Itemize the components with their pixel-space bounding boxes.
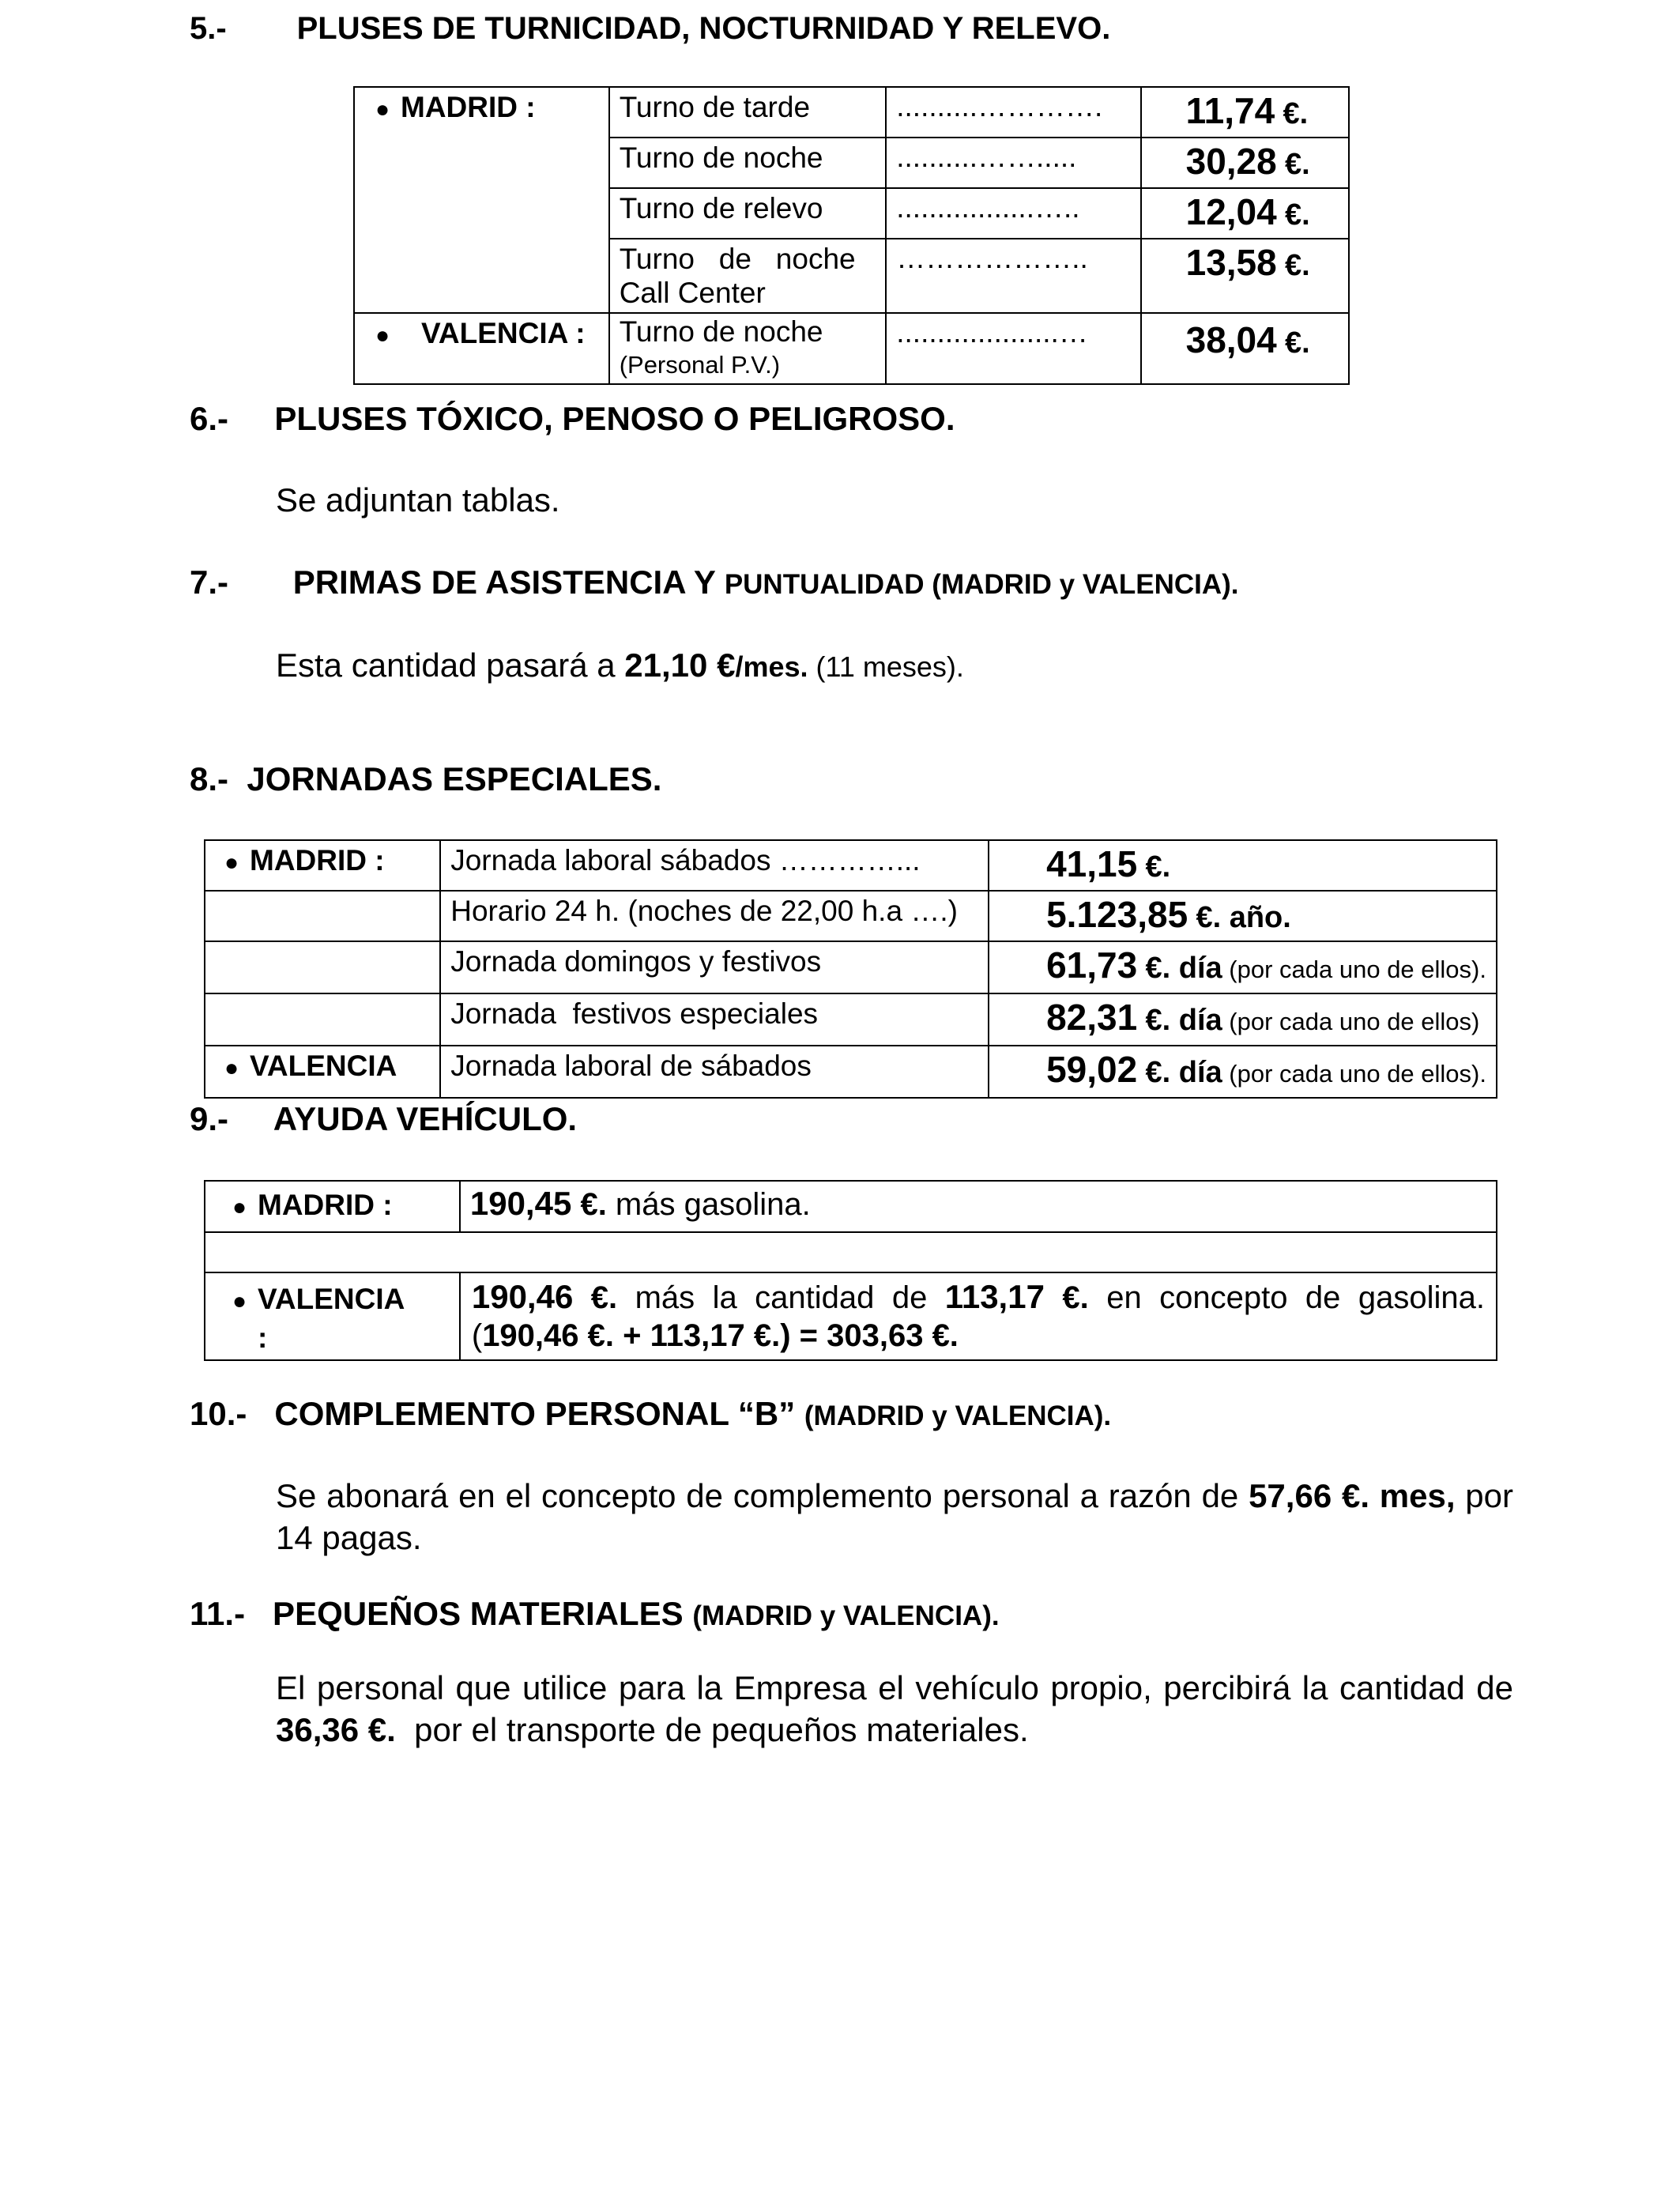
bullet-icon: ● bbox=[232, 1288, 247, 1314]
jornadas-table bbox=[204, 839, 1497, 1099]
turnicidad-table bbox=[353, 86, 1350, 385]
section-8-title: 8.- JORNADAS ESPECIALES. bbox=[190, 760, 662, 797]
section-5-title: 5.- PLUSES DE TURNICIDAD, NOCTURNIDAD Y RELEVO. bbox=[190, 11, 1111, 46]
table-row: Turno de noche Call Center ……………….. 13,58 €. bbox=[354, 239, 1349, 313]
table-row: Turno de relevo .................….. 12,04 €. bbox=[354, 188, 1349, 239]
table-row: ● MADRID : Jornada laboral sábados …………... 41,15 €. bbox=[205, 840, 1497, 891]
bullet-icon: ● bbox=[375, 96, 390, 123]
section-10-text: Se abonará en el concepto de complemento personal a razón de 57,66 €. mes, por 14 pagas. bbox=[276, 1477, 1514, 1556]
table-row bbox=[205, 1232, 1497, 1272]
bullet-icon: ● bbox=[224, 850, 239, 876]
section-7-title: 7.- PRIMAS DE ASISTENCIA Y PUNTUALIDAD (MADRID y VALENCIA). bbox=[190, 564, 1239, 601]
table-row: ● VALENCIA : Turno de noche (Personal P.V.) ....................… 38,04 €. bbox=[354, 313, 1349, 384]
table-row: Jornada festivos especiales 82,31 €. día (por cada uno de ellos) bbox=[205, 993, 1497, 1046]
table-row: Jornada domingos y festivos 61,73 €. día (por cada uno de ellos). bbox=[205, 941, 1497, 993]
table-row: ● VALENCIA : 190,46 €. más la cantidad de 113,17 €. en concepto de gasolina. (190,46 €. + 113,17 €.) = 303,63 €. bbox=[205, 1272, 1497, 1360]
table-row: ● MADRID : 190,45 €. más gasolina. bbox=[205, 1181, 1497, 1232]
section-7-text: Esta cantidad pasará a 21,10 €/mes. (11 meses). bbox=[276, 647, 964, 684]
bullet-icon: ● bbox=[232, 1194, 247, 1220]
table-row: ● MADRID : Turno de tarde ..........…………. 11,74 €. bbox=[354, 87, 1349, 138]
bullet-icon: ● bbox=[224, 1055, 239, 1081]
section-6-text: Se adjuntan tablas. bbox=[276, 481, 560, 518]
vehiculo-table bbox=[204, 1180, 1497, 1361]
table-row: ● VALENCIA Jornada laboral de sábados 59,02 €. día (por cada uno de ellos). bbox=[205, 1046, 1497, 1098]
section-9-title: 9.- AYUDA VEHÍCULO. bbox=[190, 1100, 578, 1137]
section-11-text: El personal que utilice para la Empresa el vehículo propio, percibirá la cantidad de 36,36 €. por el transporte de pequeños materiales. bbox=[276, 1669, 1513, 1748]
table-row: Horario 24 h. (noches de 22,00 h.a ….) 5.123,85 €. año. bbox=[205, 891, 1497, 941]
section-10-title: 10.- COMPLEMENTO PERSONAL “B” (MADRID y VALENCIA). bbox=[190, 1395, 1112, 1432]
bullet-icon: ● bbox=[375, 322, 390, 349]
table-row: Turno de noche ..........……..... 30,28 €. bbox=[354, 138, 1349, 188]
section-11-title: 11.- PEQUEÑOS MATERIALES (MADRID y VALENCIA). bbox=[190, 1595, 1000, 1632]
section-6-title: 6.- PLUSES TÓXICO, PENOSO O PELIGROSO. bbox=[190, 400, 955, 437]
